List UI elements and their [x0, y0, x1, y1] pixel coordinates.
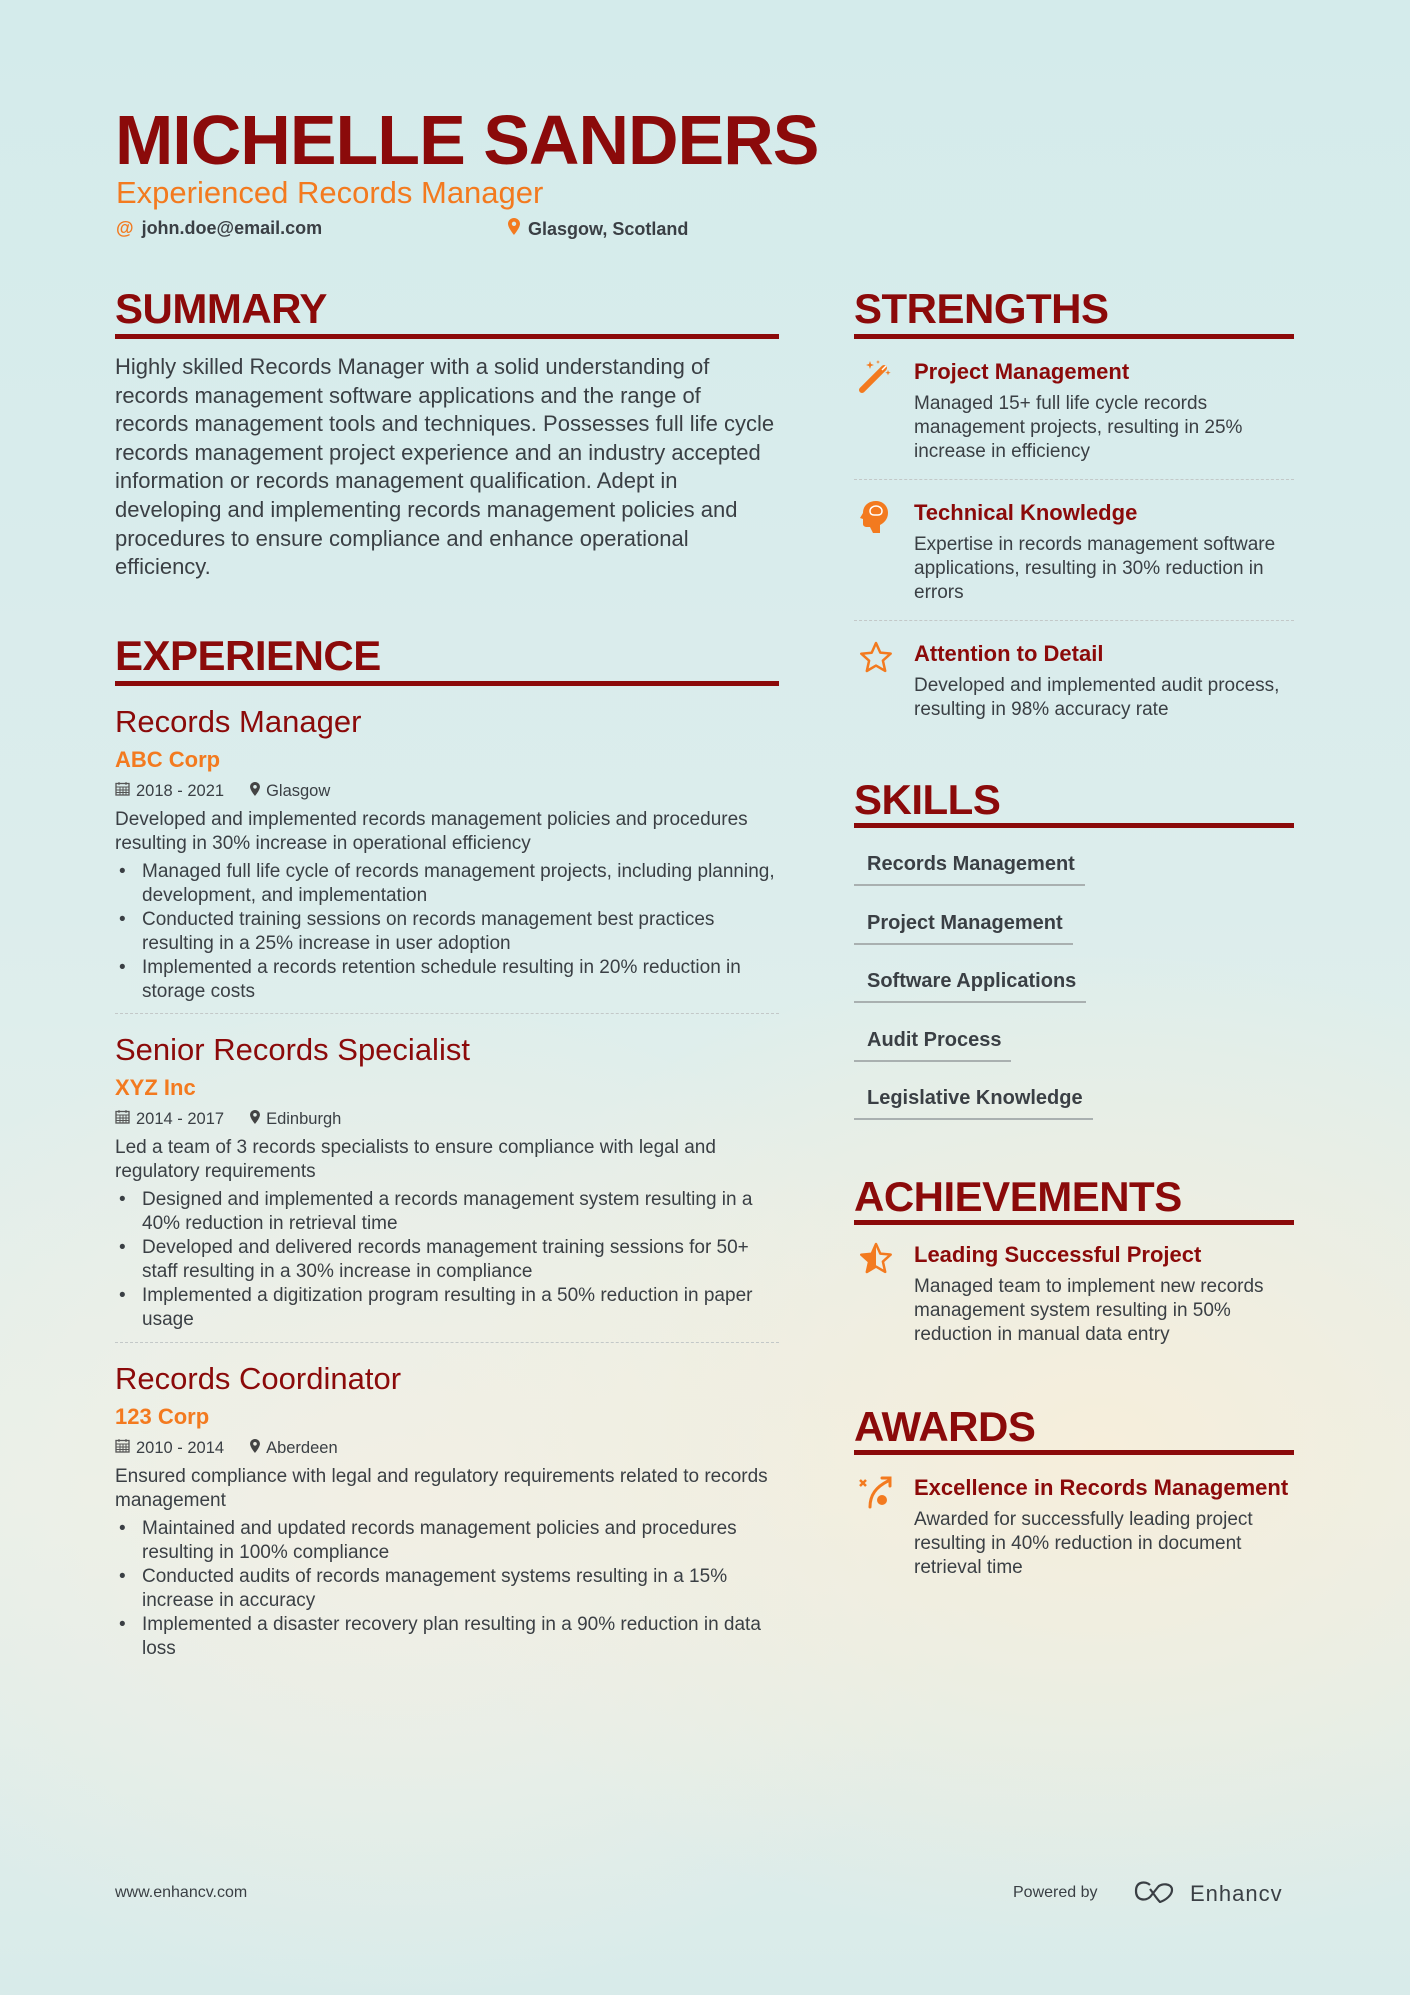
skill-tag: Records Management [854, 852, 1085, 886]
divider [115, 1013, 779, 1014]
job-description: Led a team of 3 records specialists to ensure compliance with legal and regulatory requirements [115, 1137, 716, 1182]
strength-title: Technical Knowledge [914, 500, 1138, 525]
job-bullet: • Maintained and updated records management policies and procedures resulting in 100% compliance [115, 1517, 779, 1565]
strategy-icon [858, 1474, 894, 1510]
job-bullet: • Conducted training sessions on records management best practices resulting in a 25% increase in user adoption [115, 908, 779, 956]
contact-email [116, 218, 322, 239]
awards-heading: AWARDS [854, 1403, 1036, 1450]
job-dates: 2014 - 2017 [136, 1110, 225, 1128]
experience-entry [115, 704, 779, 1004]
job-bullet: • Designed and implemented a records management system resulting in a 40% reduction in retrieval time [115, 1188, 779, 1236]
job-meta [115, 1437, 779, 1459]
skill-tag: Project Management [854, 911, 1073, 945]
achievement-title: Leading Successful Project [914, 1242, 1202, 1267]
job-bullets [115, 860, 779, 1004]
company-name: 123 Corp [115, 1404, 210, 1429]
job-bullet: • Managed full life cycle of records management projects, including planning, development, and implementation [115, 860, 779, 908]
achievements-heading: ACHIEVEMENTS [854, 1173, 1182, 1220]
candidate-name: MICHELLE SANDERS [115, 101, 819, 179]
contact-location [508, 218, 688, 240]
job-title: Records Coordinator [115, 1361, 402, 1396]
job-title: Records Manager [115, 704, 362, 739]
location-pin-icon [250, 1439, 260, 1457]
skill-tag: Software Applications [854, 969, 1086, 1003]
company-name: ABC Corp [115, 747, 221, 772]
skills-rule [854, 823, 1294, 828]
award-text: Awarded for successfully leading project resulting in 40% reduction in document retrieval time [914, 1509, 1253, 1578]
job-description: Ensured compliance with legal and regulatory requirements related to records management [115, 1466, 768, 1511]
strength-title: Project Management [914, 359, 1130, 384]
enhancv-logo[interactable] [1132, 1879, 1283, 1908]
strengths-rule [854, 334, 1294, 339]
summary-rule [115, 334, 779, 339]
email-text[interactable]: john.doe@email.com [141, 218, 323, 238]
job-bullet: • Conducted audits of records management systems resulting in a 15% increase in accuracy [115, 1565, 779, 1613]
experience-entry [115, 1032, 779, 1332]
experience-heading: EXPERIENCE [115, 632, 381, 679]
calendar-icon [115, 1110, 130, 1128]
location-text: Glasgow, Scotland [528, 218, 689, 239]
job-location: Aberdeen [266, 1439, 338, 1457]
award-item [854, 1474, 1294, 1580]
strength-title: Attention to Detail [914, 641, 1104, 666]
candidate-title: Experienced Records Manager [116, 175, 544, 210]
experience-entry [115, 1361, 779, 1661]
job-bullets [115, 1517, 779, 1661]
strength-text: Managed 15+ full life cycle records management projects, resulting in 25% increase in efficiency [914, 393, 1243, 462]
footer-powered-by: Powered by [1013, 1884, 1098, 1901]
job-bullet: • Developed and delivered records management training sessions for 50+ staff resulting in a 30% increase in compliance [115, 1236, 779, 1284]
job-title: Senior Records Specialist [115, 1032, 470, 1067]
awards-rule [854, 1450, 1294, 1455]
divider [115, 1342, 779, 1343]
job-bullets [115, 1188, 779, 1332]
job-bullet: • Implemented a digitization program resulting in a 50% reduction in paper usage [115, 1284, 779, 1332]
achievement-item [854, 1241, 1294, 1347]
strengths-heading: STRENGTHS [854, 285, 1109, 332]
strength-text: Developed and implemented audit process, resulting in 98% accuracy rate [914, 675, 1280, 720]
star-outline-icon [858, 640, 894, 676]
strength-text: Expertise in records management software applications, resulting in 30% reduction in errors [914, 534, 1276, 603]
location-pin-icon [250, 1110, 260, 1128]
company-name: XYZ Inc [115, 1075, 196, 1100]
calendar-icon [115, 782, 130, 800]
at-icon: @ [116, 218, 134, 238]
skills-heading: SKILLS [854, 776, 1001, 823]
job-bullet: • Implemented a records retention schedule resulting in 20% reduction in storage costs [115, 956, 779, 1004]
divider [854, 620, 1294, 621]
award-title: Excellence in Records Management [914, 1475, 1289, 1500]
experience-rule [115, 681, 779, 686]
location-pin-icon [250, 782, 260, 800]
half-star-icon [858, 1241, 894, 1277]
summary-heading: SUMMARY [115, 285, 327, 332]
job-dates: 2018 - 2021 [136, 782, 225, 800]
strength-item [854, 358, 1294, 464]
brain-head-icon [858, 499, 894, 535]
job-location: Edinburgh [266, 1110, 342, 1128]
magic-wand-icon [858, 358, 894, 394]
divider [854, 479, 1294, 480]
calendar-icon [115, 1439, 130, 1457]
job-dates: 2010 - 2014 [136, 1439, 225, 1457]
summary-text: Highly skilled Records Manager with a solid understanding of records management software applications and the range of records management tools and techniques. Possesses full life cycle records management project experience and an industry accepted information or records management qualification. Adept in developing and implementing records management policies and procedures to ensure compliance and enhance operational efficiency. [115, 354, 775, 580]
enhancv-logo-icon [1132, 1879, 1178, 1908]
strength-item [854, 499, 1294, 605]
enhancv-brand: Enhancv [1190, 1880, 1283, 1906]
strength-item [854, 640, 1294, 722]
skill-tag: Legislative Knowledge [854, 1086, 1093, 1120]
skill-tag: Audit Process [854, 1028, 1011, 1062]
job-description: Developed and implemented records management policies and procedures resulting in 30% increase in operational efficiency [115, 809, 748, 854]
job-meta [115, 1108, 779, 1130]
location-pin-icon [508, 218, 520, 240]
job-meta [115, 780, 779, 802]
job-location: Glasgow [266, 782, 331, 800]
achievements-rule [854, 1220, 1294, 1225]
job-bullet: • Implemented a disaster recovery plan resulting in a 90% reduction in data loss [115, 1613, 779, 1661]
achievement-text: Managed team to implement new records management system resulting in 50% reduction in manual data entry [914, 1276, 1264, 1345]
footer-website[interactable]: www.enhancv.com [115, 1884, 248, 1901]
